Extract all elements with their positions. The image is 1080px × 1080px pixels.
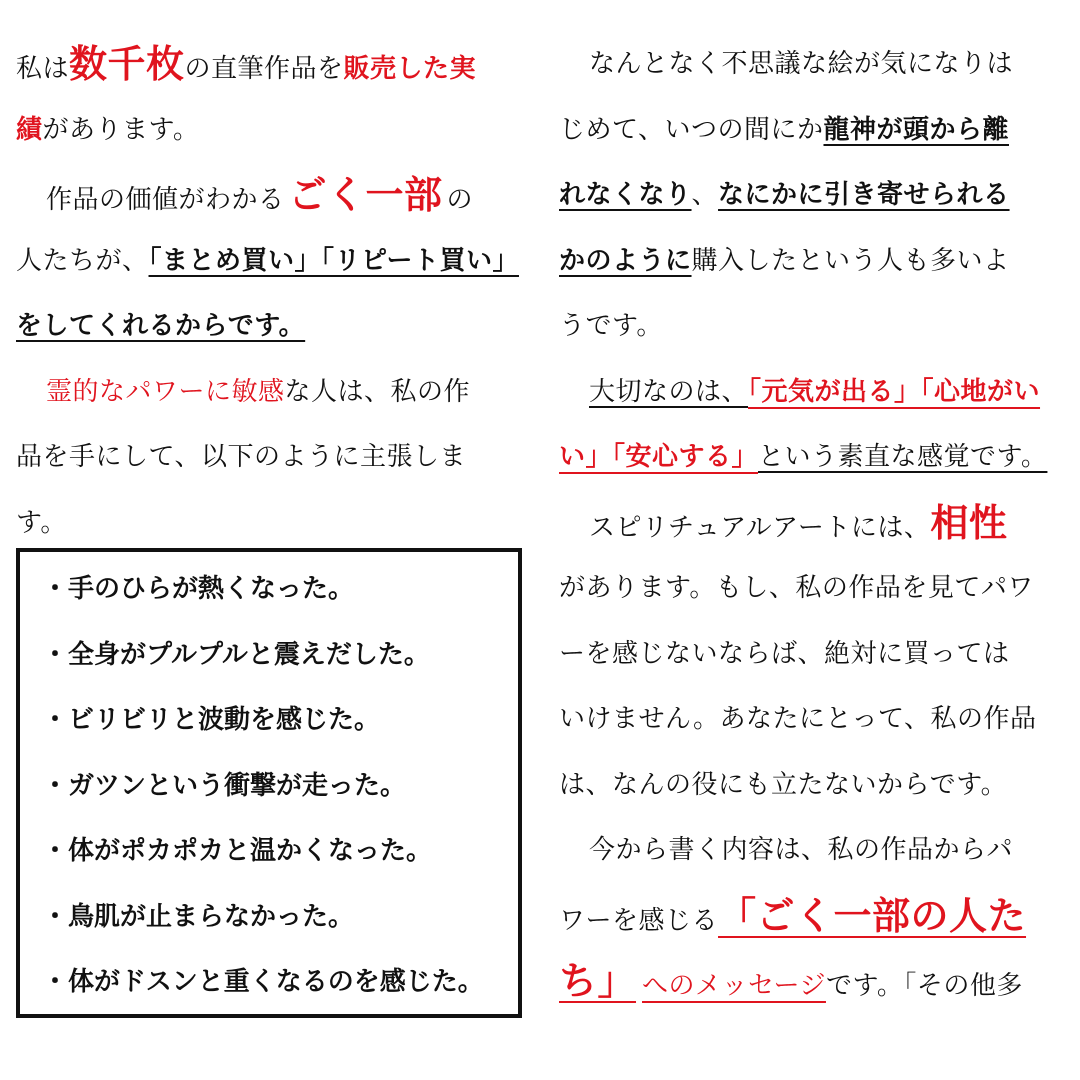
text-line: [16, 98, 538, 164]
highlight-text: 「ごく一部の人た: [718, 893, 1027, 938]
text-span: ワーを感じる: [559, 905, 719, 936]
text-line: [16, 229, 538, 295]
text-line: [559, 360, 1067, 426]
text-span: なんとなく不思議な絵が気になりは: [589, 49, 1014, 79]
text-line: [559, 425, 1067, 491]
list-item: ・手のひらが熱くなった。: [42, 574, 355, 604]
highlight-text: 数千枚: [69, 42, 185, 86]
text-span: うです。: [559, 311, 663, 341]
highlight-text: 「元気が出る」「心地がい: [748, 376, 1041, 407]
highlight-text: ち」: [559, 959, 637, 1003]
right-column: [559, 32, 1067, 1015]
text-span: の: [446, 185, 474, 215]
list-item: ・体がドスンと重くなるのを感じた。: [42, 967, 484, 997]
text-span: ーを感じないならば、絶対に買っては: [559, 638, 1010, 669]
list-item: ・鳥肌が止まらなかった。: [42, 901, 355, 932]
highlight-text: へのメッセージ: [642, 971, 826, 1001]
underlined-text: をしてくれるからです。: [16, 311, 306, 341]
text-span: 作品の価値がわかる: [46, 185, 285, 215]
text-line: [559, 818, 1067, 884]
list-item: ・ガツンという衝撃が走った。: [42, 770, 407, 801]
text-line: [16, 491, 538, 557]
text-span: スピリチュアルアートには、: [589, 512, 931, 543]
text-line: [16, 163, 538, 229]
text-line: [559, 163, 1067, 229]
text-span: は、なんの役にも立たないからです。: [559, 769, 1008, 800]
text-line: [16, 32, 538, 98]
text-line: [16, 425, 538, 491]
text-span: があります。もし、私の作品を見てパワ: [559, 573, 1034, 603]
underlined-text: 「まとめ買い」「リピート買い」: [148, 245, 519, 276]
text-line: [559, 884, 1067, 950]
text-span: いけません。あなたにとって、私の作品: [559, 704, 1037, 734]
list-item: ・体がポカポカと温かくなった。: [42, 836, 433, 866]
text-span: な人は、私の作: [284, 376, 471, 407]
text-span: 品を手にして、以下のように主張しま: [16, 442, 466, 472]
reaction-list-box: [16, 548, 522, 1018]
text-span: 購入したという人も多いよ: [691, 245, 1010, 276]
text-span: があります。: [42, 114, 200, 145]
text-span: じめて、いつの間にか: [559, 114, 824, 145]
text-line: [559, 294, 1067, 360]
text-span: す。: [16, 507, 67, 538]
text-line: [559, 949, 1067, 1015]
underlined-text: 龍神が頭から離: [823, 114, 1009, 145]
underlined-text: れなくなり: [559, 180, 692, 210]
text-span: の直筆作品を: [184, 54, 344, 84]
highlight-text: 相性: [930, 500, 1008, 545]
text-line: [559, 229, 1067, 295]
highlight-text: 績: [16, 114, 43, 145]
text-span: 私は: [16, 54, 70, 84]
underlined-text: 大切なのは、: [589, 376, 749, 407]
highlight-text: 販売した実: [343, 54, 477, 84]
text-span: 、: [691, 180, 719, 210]
underlined-text: なにかに引き寄せられる: [718, 180, 1010, 210]
list-item: ・ビリビリと波動を感じた。: [42, 705, 381, 735]
text-line: [559, 687, 1067, 753]
text-line: [559, 753, 1067, 819]
left-column: [16, 32, 538, 556]
text-line: [16, 360, 538, 426]
list-item: ・全身がプルプルと震えだした。: [42, 639, 430, 670]
text-line: [559, 491, 1067, 557]
text-line: [16, 294, 538, 360]
text-span: 人たちが、: [16, 245, 149, 276]
highlight-text: 霊的なパワーに敏感: [46, 376, 285, 407]
text-span: 今から書く内容は、私の作品からパ: [589, 835, 1014, 865]
highlight-text: い」「安心する」: [559, 442, 759, 472]
text-line: [559, 556, 1067, 622]
highlight-text: ごく一部: [288, 173, 443, 217]
text-span: です。「その他多: [825, 971, 1023, 1001]
text-line: [559, 98, 1067, 164]
underlined-text: かのように: [559, 245, 692, 276]
text-line: [559, 622, 1067, 688]
underlined-text: という素直な感覚です。: [758, 442, 1048, 472]
text-line: [559, 32, 1067, 98]
